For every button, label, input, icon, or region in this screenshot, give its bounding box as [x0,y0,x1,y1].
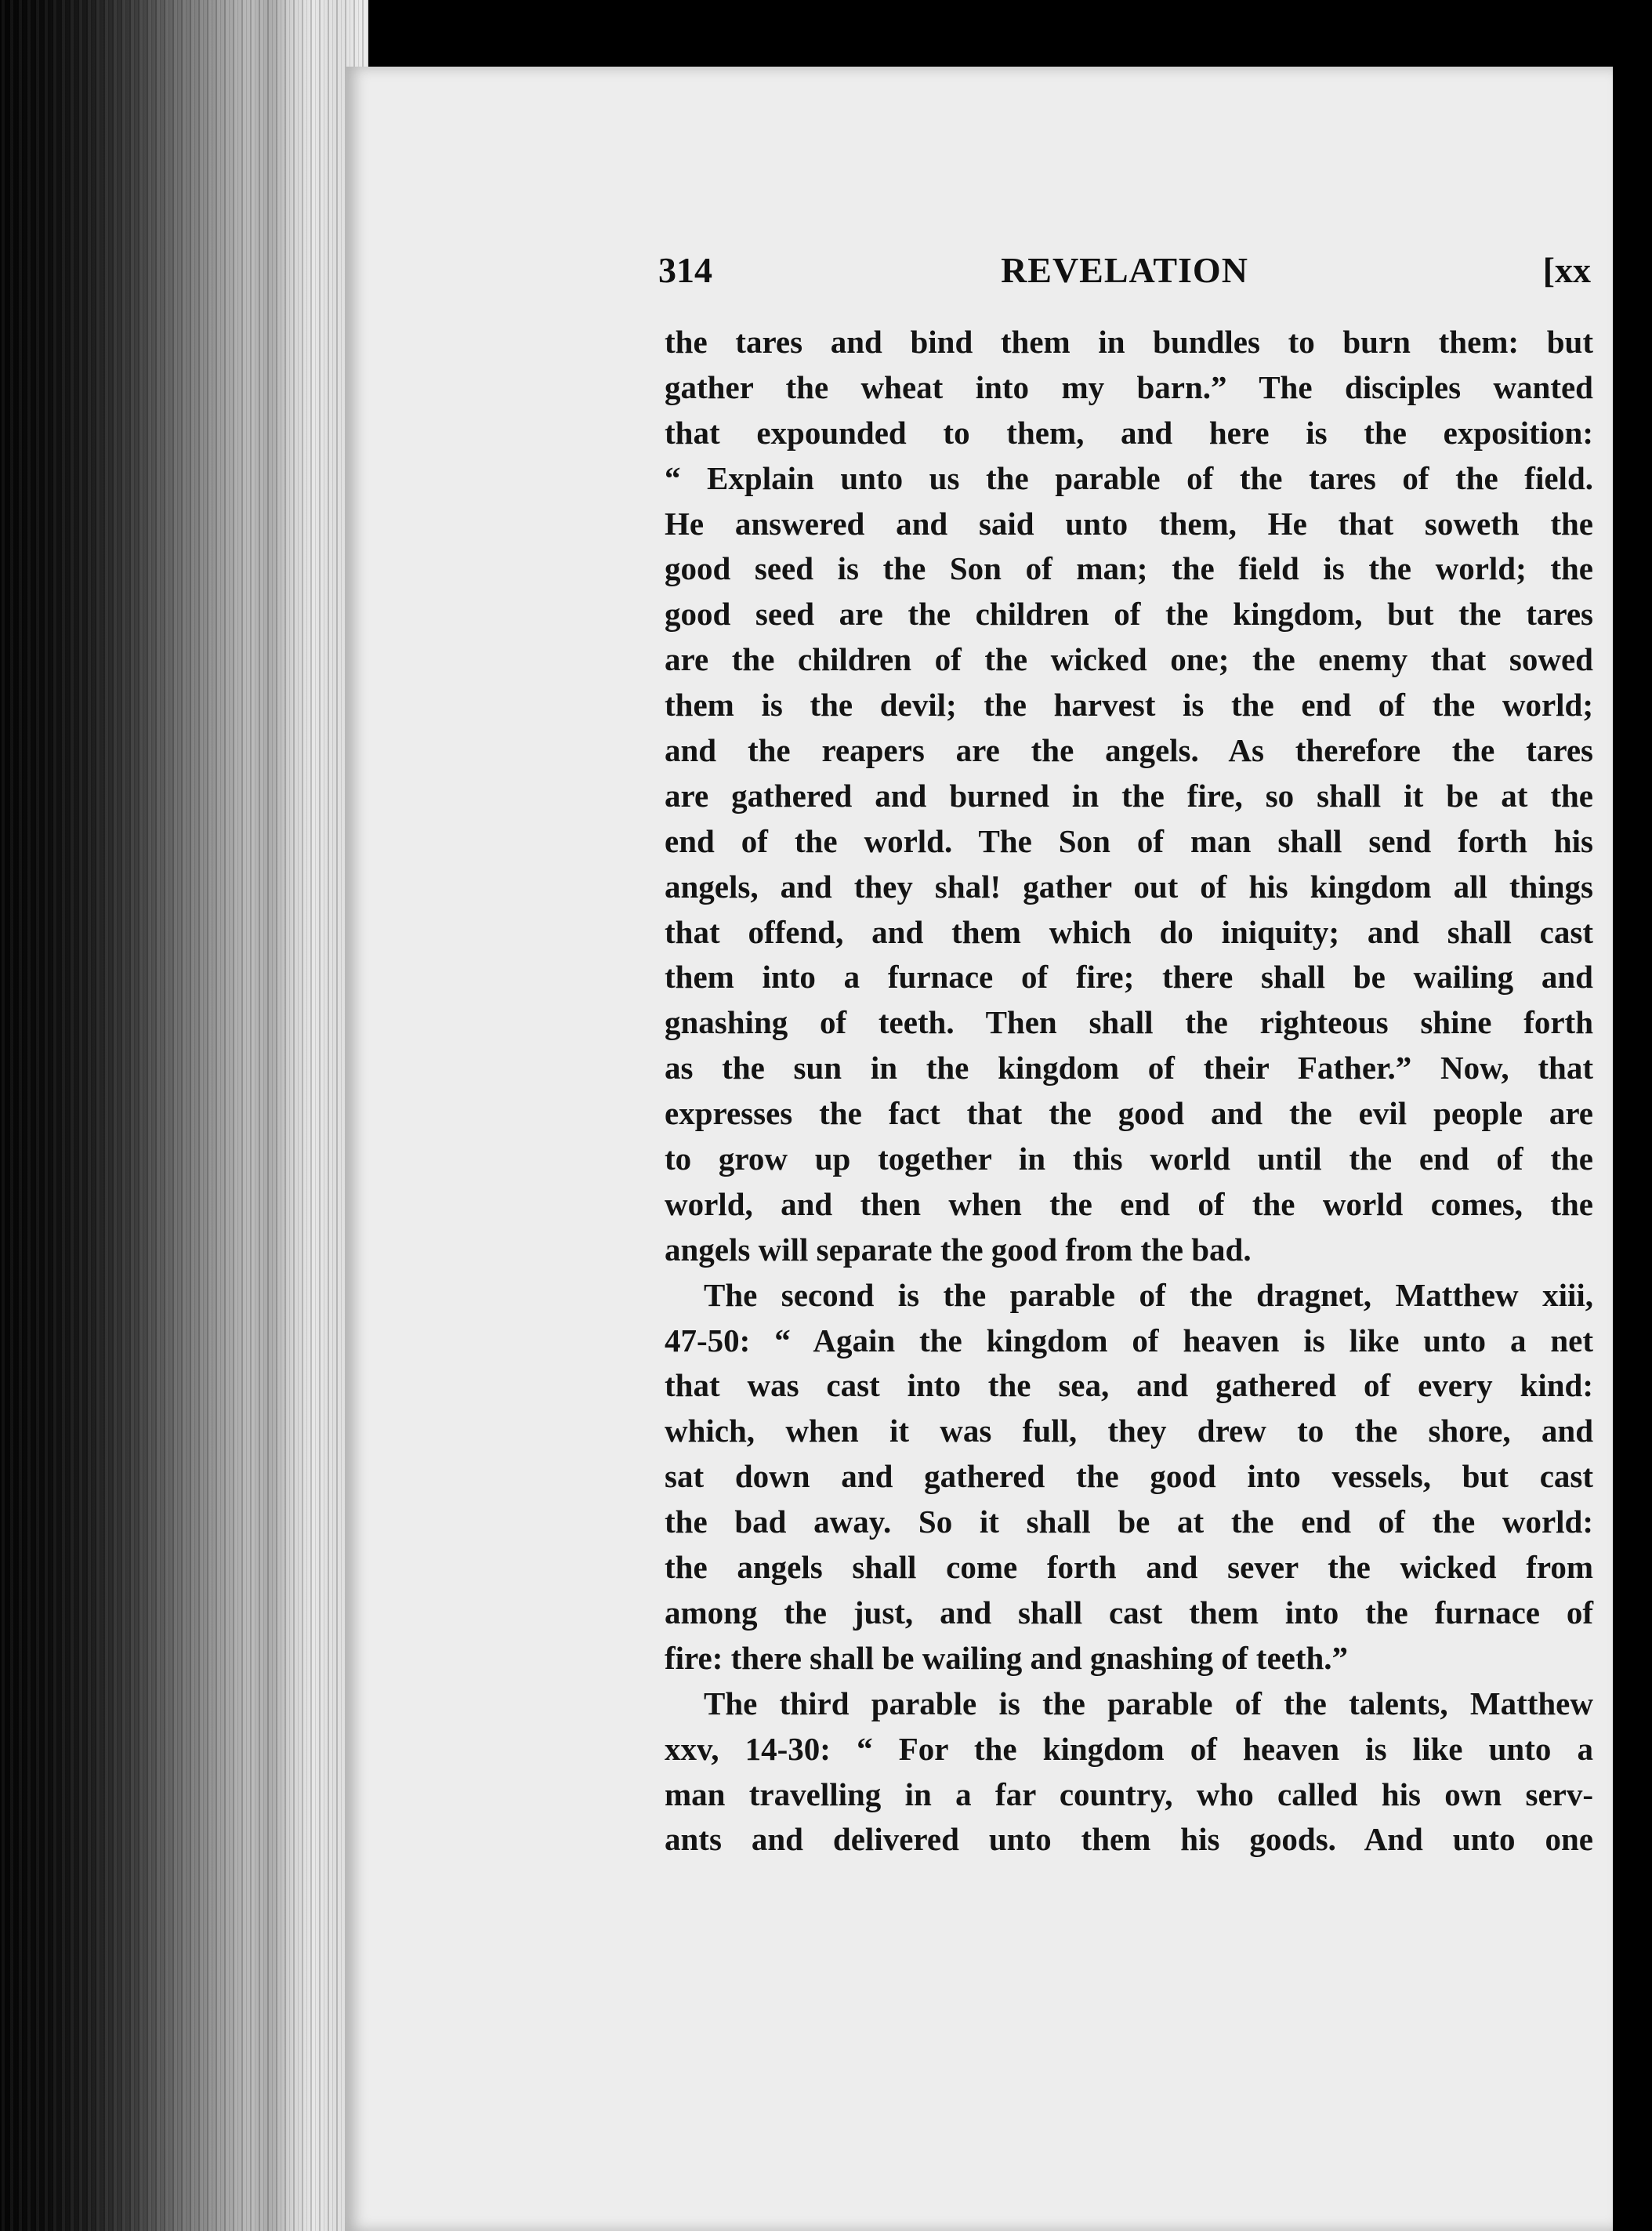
text-line: them is the devil; the harvest is the end of the world; [665,687,1593,724]
text-line: expresses the fact that the good and the evil people are [665,1095,1593,1132]
book-page-edges [0,0,368,2231]
text-line: The third parable is the parable of the talents, Matthew [704,1685,1593,1721]
text-line: that offend, and them which do iniquity; and shall cast [665,913,1593,950]
text-line: angels, and they shal! gather out of his kingdom all things [665,868,1593,905]
text-line: good seed is the Son of man; the field is the world; the [665,550,1593,587]
text-line: the bad away. So it shall be at the end of the world: [665,1504,1593,1540]
text-line: The second is the parable of the dragnet, Matthew xiii, [704,1276,1593,1313]
text-line: to grow up together in this world until the end of the [665,1141,1593,1177]
text-line: the tares and bind them in bundles to burn them: but [665,324,1593,360]
text-line: that was cast into the sea, and gathered of every kind: [665,1367,1593,1404]
text-line: are gathered and burned in the fire, so shall it be at the [665,777,1593,814]
text-line: fire: there shall be wailing and gnashing of teeth.” [665,1639,1349,1676]
text-line: end of the world. The Son of man shall send forth his [665,822,1593,859]
body-text [665,320,1593,1863]
scan-right-border [1613,0,1652,2231]
text-line: ants and delivered unto them his goods. And unto one [665,1821,1593,1858]
text-line: He answered and said unto them, He that soweth the [665,505,1593,542]
text-line: sat down and gathered the good into vessels, but cast [665,1458,1593,1495]
text-line: and the reapers are the angels. As therefore the tares [665,732,1593,769]
chapter-mark: [xx [1542,250,1591,290]
text-line: are the children of the wicked one; the enemy that sowed [665,641,1593,678]
text-line: xxv, 14-30: “ For the kingdom of heaven is like unto a [665,1730,1593,1767]
page-number: 314 [658,250,712,290]
running-head [658,249,1591,296]
text-line: 47-50: “ Again the kingdom of heaven is like unto a net [665,1322,1593,1359]
text-line: which, when it was full, they drew to the shore, and [665,1413,1593,1449]
text-line: “ Explain unto us the parable of the tares of the field. [665,459,1593,496]
text-line: among the just, and shall cast them into the furnace of [665,1594,1593,1631]
text-line: world, and then when the end of the world comes, the [665,1185,1593,1222]
running-title: REVELATION [1001,250,1248,290]
text-line: good seed are the children of the kingdom, but the tares [665,596,1593,633]
text-line: gather the wheat into my barn.” The disciples wanted [665,368,1593,405]
text-line: gnashing of teeth. Then shall the righteous shine forth [665,1004,1593,1041]
text-line: that expounded to them, and here is the exposition: [665,414,1593,451]
text-line: man travelling in a far country, who called his own serv- [665,1776,1593,1812]
text-line: as the sun in the kingdom of their Father.” Now, that [665,1050,1593,1086]
text-line: the angels shall come forth and sever the wicked from [665,1549,1593,1586]
text-line: angels will separate the good from the bad. [665,1231,1252,1268]
text-line: them into a furnace of fire; there shall be wailing and [665,959,1593,996]
